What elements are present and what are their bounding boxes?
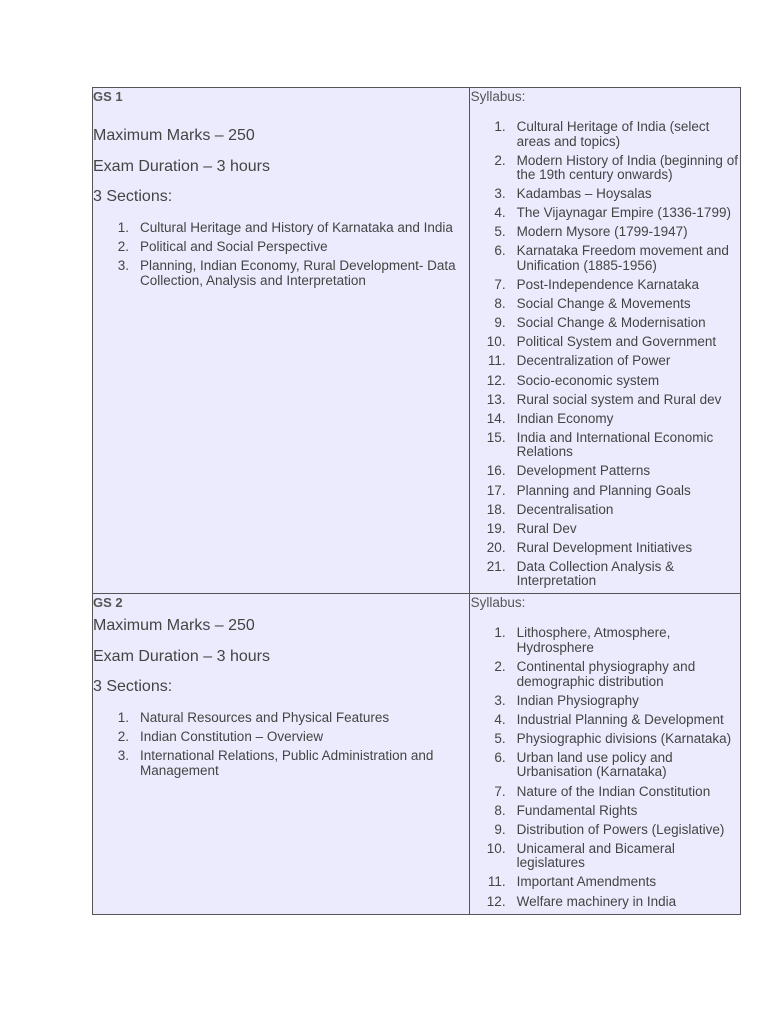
list-item-number: 5. [494, 730, 506, 746]
list-item-text: Natural Resources and Physical Features [140, 710, 390, 726]
list-item [470, 713, 740, 728]
list-item-text: Distribution of Powers (Legislative) [516, 821, 725, 837]
list-item [470, 503, 740, 518]
gs1-sections-list [93, 221, 469, 288]
list-item-number: 10. [486, 334, 506, 350]
list-item-number: 3. [494, 692, 506, 708]
list-item-number: 1. [117, 710, 129, 726]
list-item-text: Development Patterns [516, 463, 651, 479]
list-item-text: Cultural Heritage of India (select areas and topics) [516, 119, 710, 149]
list-item [470, 732, 740, 747]
list-item-number: 1. [494, 119, 506, 134]
list-item [470, 694, 740, 709]
gs2-title: GS 2 [93, 595, 123, 611]
list-item-text: Modern Mysore (1799-1947) [516, 224, 688, 240]
list-item [470, 244, 740, 273]
list-item-text: Important Amendments [516, 874, 657, 890]
list-item-number: 19. [486, 520, 506, 536]
list-item [470, 154, 740, 183]
gs1-syllabus-cell [469, 88, 740, 594]
list-item-number: 7. [494, 783, 506, 799]
gs1-overview-cell [93, 88, 470, 594]
list-item-text: Planning and Planning Goals [516, 482, 691, 498]
list-item-text: Fundamental Rights [516, 802, 638, 818]
list-item [470, 120, 740, 149]
list-item-text: Political and Social Perspective [140, 239, 328, 254]
list-item [470, 335, 740, 350]
list-item-number: 13. [486, 391, 506, 407]
gs1-syllabus-label: Syllabus: [470, 89, 526, 104]
gs2-max-marks: Maximum Marks – 250 [93, 617, 255, 635]
list-item [470, 785, 740, 800]
list-item-number: 14. [486, 410, 506, 426]
list-item-number: 12. [486, 893, 506, 909]
list-item-text: Lithosphere, Atmosphere, Hydrosphere [516, 625, 671, 655]
gs2-syllabus-list [470, 626, 740, 909]
gs2-syllabus-label: Syllabus: [470, 595, 526, 611]
list-item-number: 1. [117, 220, 129, 235]
list-item-text: Data Collection Analysis & Interpretation [516, 558, 675, 589]
gs2-sections-label: 3 Sections: [93, 678, 173, 696]
list-item-number: 21. [486, 558, 506, 574]
list-item [470, 297, 740, 312]
list-item-text: Social Change & Modernisation [516, 315, 706, 331]
list-item-text: Cultural Heritage and History of Karnataka and India [140, 220, 453, 235]
gs1-title: GS 1 [93, 89, 123, 104]
list-item [470, 206, 740, 221]
list-item-text: Industrial Planning & Development [516, 711, 724, 727]
list-item-text: Modern History of India (beginning of the 19th century onwards) [516, 152, 738, 183]
gs1-max-marks: Maximum Marks – 250 [93, 127, 255, 144]
list-item-number: 2. [494, 152, 506, 168]
list-item-text: Unicameral and Bicameral legislatures [516, 840, 675, 871]
list-item-number: 7. [494, 277, 506, 293]
table-row-gs1 [93, 88, 741, 594]
list-item-text: Planning, Indian Economy, Rural Development- Data Collection, Analysis and Interpretation [140, 258, 456, 288]
list-item [470, 751, 740, 780]
list-item [470, 464, 740, 479]
list-item-number: 6. [494, 243, 506, 259]
list-item-text: Decentralisation [516, 501, 614, 517]
table-row-gs2 [93, 594, 741, 914]
list-item [470, 225, 740, 240]
list-item-number: 15. [486, 429, 506, 445]
list-item-text: International Relations, Public Administration and Management [140, 748, 434, 778]
list-item-number: 4. [494, 711, 506, 727]
list-item [470, 895, 740, 910]
list-item-number: 8. [494, 802, 506, 818]
gs2-sections-list [93, 711, 469, 778]
list-item-number: 20. [486, 539, 506, 555]
list-item-text: Decentralization of Power [516, 353, 671, 369]
list-item-text: Indian Physiography [516, 692, 639, 708]
list-item [470, 660, 740, 689]
list-item-text: Continental physiography and demographic distribution [516, 659, 696, 689]
list-item-number: 11. [487, 353, 506, 369]
list-item-number: 3. [117, 748, 129, 764]
list-item-number: 4. [494, 205, 506, 221]
list-item-text: The Vijaynagar Empire (1336-1799) [516, 205, 731, 221]
list-item-text: Rural Dev [516, 520, 577, 536]
list-item-number: 2. [117, 239, 129, 254]
list-item [470, 316, 740, 331]
list-item-number: 17. [486, 482, 506, 498]
gs1-syllabus-list [470, 120, 740, 589]
gs2-syllabus-cell [469, 594, 740, 914]
list-item [93, 749, 469, 778]
gs1-exam-duration: Exam Duration – 3 hours [93, 158, 270, 175]
list-item [93, 259, 469, 288]
list-item-text: Welfare machinery in India [516, 893, 677, 909]
list-item-number: 10. [486, 840, 506, 856]
list-item [93, 221, 469, 236]
list-item [470, 354, 740, 369]
list-item-text: Karnataka Freedom movement and Unification (1885-1956) [516, 243, 729, 273]
list-item-text: Indian Economy [516, 410, 614, 426]
list-item-number: 11. [487, 874, 506, 890]
list-item [470, 842, 740, 871]
list-item [93, 730, 469, 745]
list-item [470, 560, 740, 589]
list-item-text: Kadambas – Hoysalas [516, 186, 652, 202]
list-item-number: 9. [494, 315, 506, 331]
list-item-text: Post-Independence Karnataka [516, 277, 699, 293]
list-item-number: 2. [494, 659, 506, 675]
list-item-number: 12. [486, 372, 506, 388]
list-item [470, 541, 740, 556]
list-item [470, 823, 740, 838]
gs2-overview-cell [93, 594, 470, 914]
list-item [470, 626, 740, 655]
list-item [470, 431, 740, 460]
list-item-text: Urban land use policy and Urbanisation (Karnataka) [516, 749, 673, 780]
list-item [470, 374, 740, 389]
list-item-number: 1. [494, 625, 506, 641]
list-item-number: 5. [494, 224, 506, 240]
list-item [470, 187, 740, 202]
list-item-text: Nature of the Indian Constitution [516, 783, 711, 799]
list-item-text: Physiographic divisions (Karnataka) [516, 730, 732, 746]
list-item-text: Socio-economic system [516, 372, 660, 388]
list-item-number: 18. [486, 501, 506, 517]
list-item-number: 9. [494, 821, 506, 837]
list-item [470, 522, 740, 537]
list-item-text: Indian Constitution – Overview [140, 729, 324, 745]
list-item-number: 3. [494, 186, 506, 202]
list-item [470, 412, 740, 427]
gs1-sections-label: 3 Sections: [93, 188, 173, 205]
list-item-text: Rural social system and Rural dev [516, 391, 722, 407]
list-item [470, 278, 740, 293]
list-item [93, 711, 469, 726]
list-item [470, 875, 740, 890]
list-item-text: Political System and Government [516, 334, 717, 350]
list-item-number: 2. [117, 729, 129, 745]
list-item-number: 8. [494, 296, 506, 312]
syllabus-table [92, 87, 741, 915]
list-item-number: 3. [117, 258, 129, 273]
list-item-text: Social Change & Movements [516, 296, 691, 312]
list-item-number: 6. [494, 749, 506, 765]
list-item [93, 240, 469, 255]
gs2-exam-duration: Exam Duration – 3 hours [93, 648, 270, 666]
list-item-text: India and International Economic Relations [516, 429, 714, 460]
list-item [470, 804, 740, 819]
list-item-text: Rural Development Initiatives [516, 539, 693, 555]
list-item-number: 16. [486, 463, 506, 479]
list-item [470, 484, 740, 499]
list-item [470, 393, 740, 408]
